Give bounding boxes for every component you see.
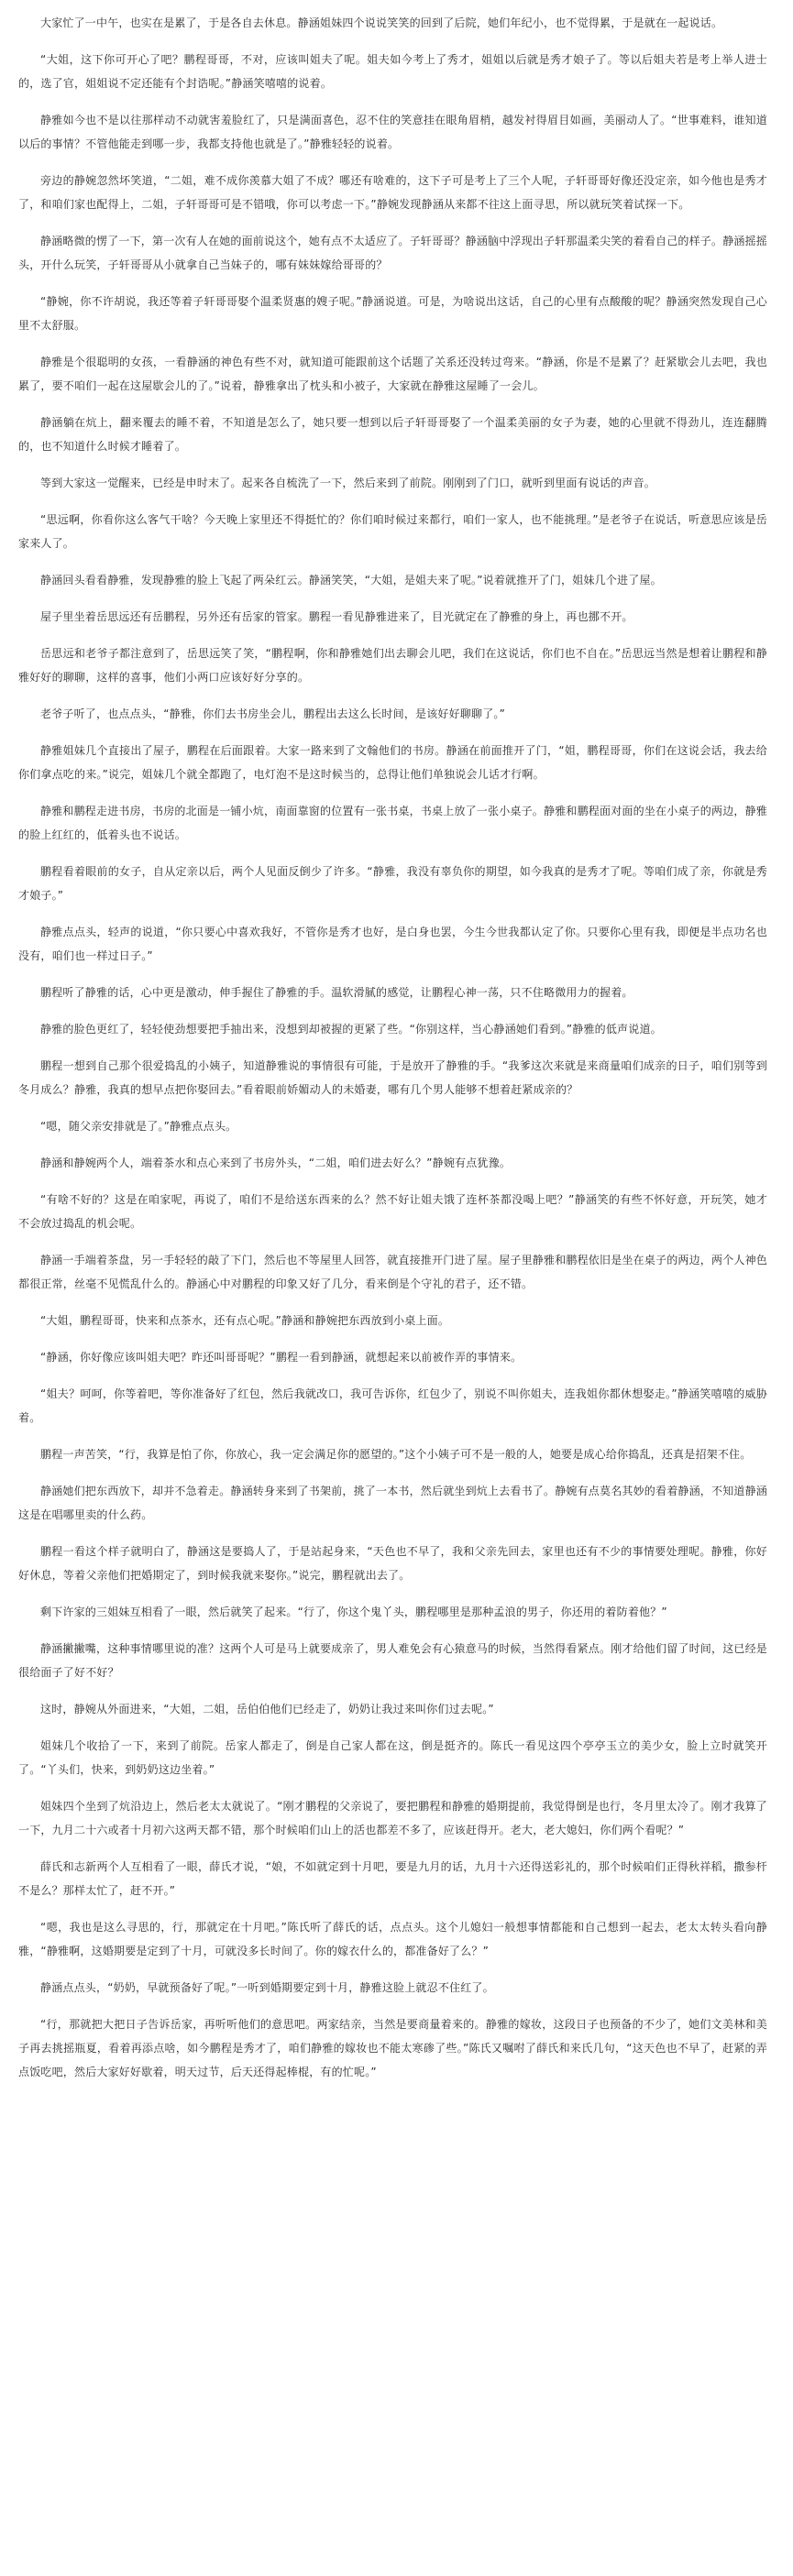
- paragraph: 静雅姐妹几个直接出了屋子，鹏程在后面跟着。大家一路来到了文翰他们的书房。静涵在前面推开了门，“姐，鹏程哥哥，你们在这说会话，我去给你们拿点吃的来。”说完，姐妹几个就全都跑了，电灯泡不是这时候当的，总得让他们单独说会儿话才行啊。: [18, 744, 767, 781]
- paragraph: “静婉，你不许胡说，我还等着子轩哥哥娶个温柔贤惠的嫂子呢。”静涵说道。可是，为啥说出这话，自己的心里有点酸酸的呢？静涵突然发现自己心里不太舒服。: [18, 295, 767, 332]
- paragraph: 静涵一手端着茶盘，另一手轻轻的敲了下门，然后也不等屋里人回答，就直接推开门进了屋。屋子里静雅和鹏程依旧是坐在桌子的两边，两个人神色都很正常，丝毫不见慌乱什么的。静涵心中对鹏程的印象又好了几分，看来倒是个守礼的君子，还不错。: [18, 1254, 768, 1290]
- paragraph: “有啥不好的？这是在咱家呢，再说了，咱们不是给送东西来的么？然不好让姐夫饿了连杯茶都没喝上吧？”静涵笑的有些不怀好意，开玩笑，她才不会放过捣乱的机会呢。: [18, 1193, 767, 1230]
- paragraph: 等到大家这一觉醒来，已经是申时末了。起来各自梳洗了一下，然后来到了前院。刚刚到了门口，就听到里面有说话的声音。: [40, 477, 656, 489]
- paragraph: 鹏程一声苦笑，“行，我算是怕了你，你放心，我一定会满足你的愿望的。”这个小姨子可不是一般的人，她要是成心给你捣乱，还真是招架不住。: [40, 1448, 752, 1461]
- paragraph: 鹏程听了静雅的话，心中更是激动，伸手握住了静雅的手。温软滑腻的感觉，让鹏程心神一荡，只不住略微用力的握着。: [40, 986, 633, 999]
- paragraph: 鹏程看着眼前的女子，自从定亲以后，两个人见面反倒少了许多。“静雅，我没有辜负你的期望，如今我真的是秀才了呢。等咱们成了亲，你就是秀才娘子。”: [18, 865, 767, 902]
- paragraph: “嗯，随父亲安排就是了。”静雅点点头。: [40, 1120, 237, 1133]
- paragraph: 鹏程一想到自己那个很爱捣乱的小姨子，知道静雅说的事情很有可能，于是放开了静雅的手。“我爹这次来就是来商量咱们成亲的日子，咱们别等到冬月成么？静雅，我真的想早点把你娶回去。”看着眼前娇媚动人的未婚妻，哪有几个男人能够不想着赶紧成亲的？: [18, 1059, 767, 1096]
- paragraph: 这时，静婉从外面进来，“大姐，二姐，岳伯伯他们已经走了，奶奶让我过来叫你们过去呢。”: [40, 1703, 494, 1716]
- paragraph: 静雅的脸色更红了，轻轻使劲想要把手抽出来，没想到却被握的更紧了些。“你别这样，当心静涵她们看到。”静雅的低声说道。: [40, 1023, 662, 1036]
- paragraph: 姐妹四个坐到了炕沿边上，然后老太太就说了。“刚才鹏程的父亲说了，要把鹏程和静雅的婚期提前，我觉得倒是也行，冬月里太冷了。刚才我算了一下，九月二十六或者十月初六这两天都不错，那个时候咱们山上的活也都差不多了，应该赶得开。老大，老大媳妇，你们两个看呢？”: [18, 1800, 767, 1836]
- paragraph: “大姐，鹏程哥哥，快来和点茶水，还有点心呢。”静涵和静婉把东西放到小桌上面。: [40, 1314, 450, 1327]
- paragraph: 静涵和静婉两个人，端着茶水和点心来到了书房外头，“二姐，咱们进去好么？”静婉有点犹豫。: [40, 1156, 512, 1169]
- paragraph: 大家忙了一中午，也实在是累了，于是各自去休息。静涵姐妹四个说说笑笑的回到了后院，她们年纪小，也不觉得累，于是就在一起说话。: [40, 16, 723, 29]
- paragraph: “静涵，你好像应该叫姐夫吧？昨还叫哥哥呢？”鹏程一看到静涵，就想起来以前被作弄的事情来。: [40, 1351, 523, 1364]
- paragraph: 静涵点点头，“奶奶，早就预备好了呢。”一听到婚期要定到十月，静雅这脸上就忍不住红了。: [40, 1981, 494, 1994]
- paragraph: 静涵略微的愣了一下，第一次有人在她的面前说这个，她有点不太适应了。子轩哥哥？静涵脑中浮现出子轩那温柔尖笑的着看自己的样子。静涵摇摇头，开什么玩笑，子轩哥哥从小就拿自己当妹子的，哪有妹妹嫁给哥哥的？: [18, 235, 768, 271]
- paragraph: 静涵她们把东西放下，却并不急着走。静涵转身来到了书架前，挑了一本书，然后就坐到炕上去看书了。静婉有点莫名其妙的看着静涵，不知道静涵这是在唱哪里卖的什么药。: [18, 1485, 768, 1521]
- paragraph: 薛氏和志新两个人互相看了一眼，薛氏才说，“娘，不如就定到十月吧，要是九月的话，九月十六还得送彩礼的，那个时候咱们正得秋祥稻，撒参杆不是么？那样太忙了，赶不开。”: [18, 1860, 767, 1897]
- paragraph: 静雅和鹏程走进书房，书房的北面是一铺小炕，南面靠窗的位置有一张书桌，书桌上放了一张小桌子。静雅和鹏程面对面的坐在小桌子的两边，静雅的脸上红红的，低着头也不说话。: [18, 805, 768, 841]
- paragraph: “思远啊，你看你这么客气干啥？今天晚上家里还不得挺忙的？你们咱时候过来都行，咱们一家人，也不能挑理。”是老爷子在说话，听意思应该是岳家来人了。: [18, 513, 767, 550]
- paragraph: 静雅如今也不是以往那样动不动就害羞脸红了，只是满面喜色，忍不住的笑意挂在眼角眉梢，越发衬得眉目如画，美丽动人了。“世事难料，谁知道以后的事情？不管他能走到哪一步，我都支持他也就是了。”静雅轻轻的说着。: [18, 114, 767, 150]
- paragraph: 静雅点点头，轻声的说道，“你只要心中喜欢我好，不管你是秀才也好，是白身也罢，今生今世我都认定了你。只要你心里有我，即便是半点功名也没有，咱们也一样过日子。”: [18, 926, 767, 962]
- paragraph: 屋子里坐着岳思远还有岳鹏程，另外还有岳家的管家。鹏程一看见静雅进来了，目光就定在了静雅的身上，再也挪不开。: [40, 610, 633, 623]
- paragraph: 静雅是个很聪明的女孩，一看静涵的神色有些不对，就知道可能跟前这个话题了关系还没转过弯来。“静涵，你是不是累了？赶紧歇会儿去吧，我也累了，要不咱们一起在这屋歇会儿的了。”说着，静雅拿出了枕头和小被子，大家就在静雅这屋睡了一会儿。: [18, 356, 767, 392]
- paragraph: “大姐，这下你可开心了吧？鹏程哥哥，不对，应该叫姐夫了呢。姐夫如今考上了秀才，姐姐以后就是秀才娘子了。等以后姐夫若是考上举人进士的，选了官，姐姐说不定还能有个封诰呢。”静涵笑嘻嘻的说着。: [18, 53, 767, 90]
- paragraph: 姐妹几个收拾了一下，来到了前院。岳家人都走了，倒是自己家人都在这，倒是挺齐的。陈氏一看见这四个亭亭玉立的美少女，脸上立时就笑开了。“丫头们，快来，到奶奶这边坐着。”: [18, 1739, 767, 1776]
- paragraph: “姐夫？呵呵，你等着吧，等你准备好了红包，然后我就改口，我可告诉你，红包少了，别说不叫你姐夫，连我姐你都休想娶走。”静涵笑嘻嘻的威胁着。: [18, 1387, 767, 1424]
- paragraph: 老爷子听了，也点点头，“静雅，你们去书房坐会儿，鹏程出去这么长时间，是该好好聊聊了。”: [40, 707, 506, 720]
- paragraph: “嗯，我也是这么寻思的，行，那就定在十月吧。”陈氏听了薛氏的话，点点头。这个儿媳妇一般想事情都能和自己想到一起去，老太太转头看向静雅，“静雅啊，这婚期要是定到了十月，可就没多长时间了。你的嫁衣什么的，都准备好了么？”: [18, 1921, 767, 1957]
- paragraph: 剩下许家的三姐妹互相看了一眼，然后就笑了起来。“行了，你这个鬼丫头，鹏程哪里是那种孟浪的男子，你还用的着防着他？”: [40, 1606, 667, 1618]
- paragraph: 旁边的静婉忽然坏笑道，“二姐，难不成你羡慕大姐了不成？哪还有啥难的，这下子可是考上了三个人呢，子轩哥哥好像还没定亲，如今他也是秀才了，和咱们家也配得上，二姐，子轩哥哥可是不错哦，你可以考虑一下。”静婉发现静涵从来都不往这上面寻思，所以就玩笑着试探一下。: [18, 174, 767, 211]
- paragraph: 静涵躺在炕上，翻来覆去的睡不着，不知道是怎么了，她只要一想到以后子轩哥哥娶了一个温柔美丽的女子为妻，她的心里就不得劲儿，连连翻腾的，也不知道什么时候才睡着了。: [18, 416, 767, 453]
- paragraph: 鹏程一看这个样子就明白了，静涵这是要捣人了，于是站起身来，“天色也不早了，我和父亲先回去，家里也还有不少的事情要处理呢。静雅，你好好休息，等着父亲他们把婚期定了，到时候我就来娶你。”说完，鹏程就出去了。: [18, 1545, 767, 1582]
- paragraph: 静涵回头看看静雅，发现静雅的脸上飞起了两朵红云。静涵笑笑，“大姐，是姐夫来了呢。”说着就推开了门，姐妹几个进了屋。: [40, 574, 662, 586]
- paragraph: 静涵撇撇嘴，这种事情哪里说的准？这两个人可是马上就要成亲了，男人难免会有心猿意马的时候，当然得看紧点。刚才给他们留了时间，这已经是很给面子了好不好？: [18, 1642, 768, 1679]
- paragraph: “行，那就把大把日子告诉岳家，再听听他们的意思吧。两家结亲，当然是要商量着来的。静雅的嫁妆，这段日子也预备的不少了，她们文美林和美子再去挑摇瓶夏，看着再添点啥，如今鹏程是秀才了，咱们静雅的嫁妆也不能太寒碜了些。”陈氏又嘱咐了薛氏和来氏几句，“这天色也不早了，赶紧的弄点饭吃吧，然后大家好好歇着，明天过节，后天还得起棒棍，有的忙呢。”: [18, 2018, 767, 2078]
- paragraph: 岳思远和老爷子都注意到了，岳思远笑了笑，“鹏程啊，你和静雅她们出去聊会儿吧，我们在这说话，你们也不自在。”岳思远当然是想着让鹏程和静雅好好的聊聊，这样的喜事，他们小两口应该好好分享的。: [18, 647, 767, 684]
